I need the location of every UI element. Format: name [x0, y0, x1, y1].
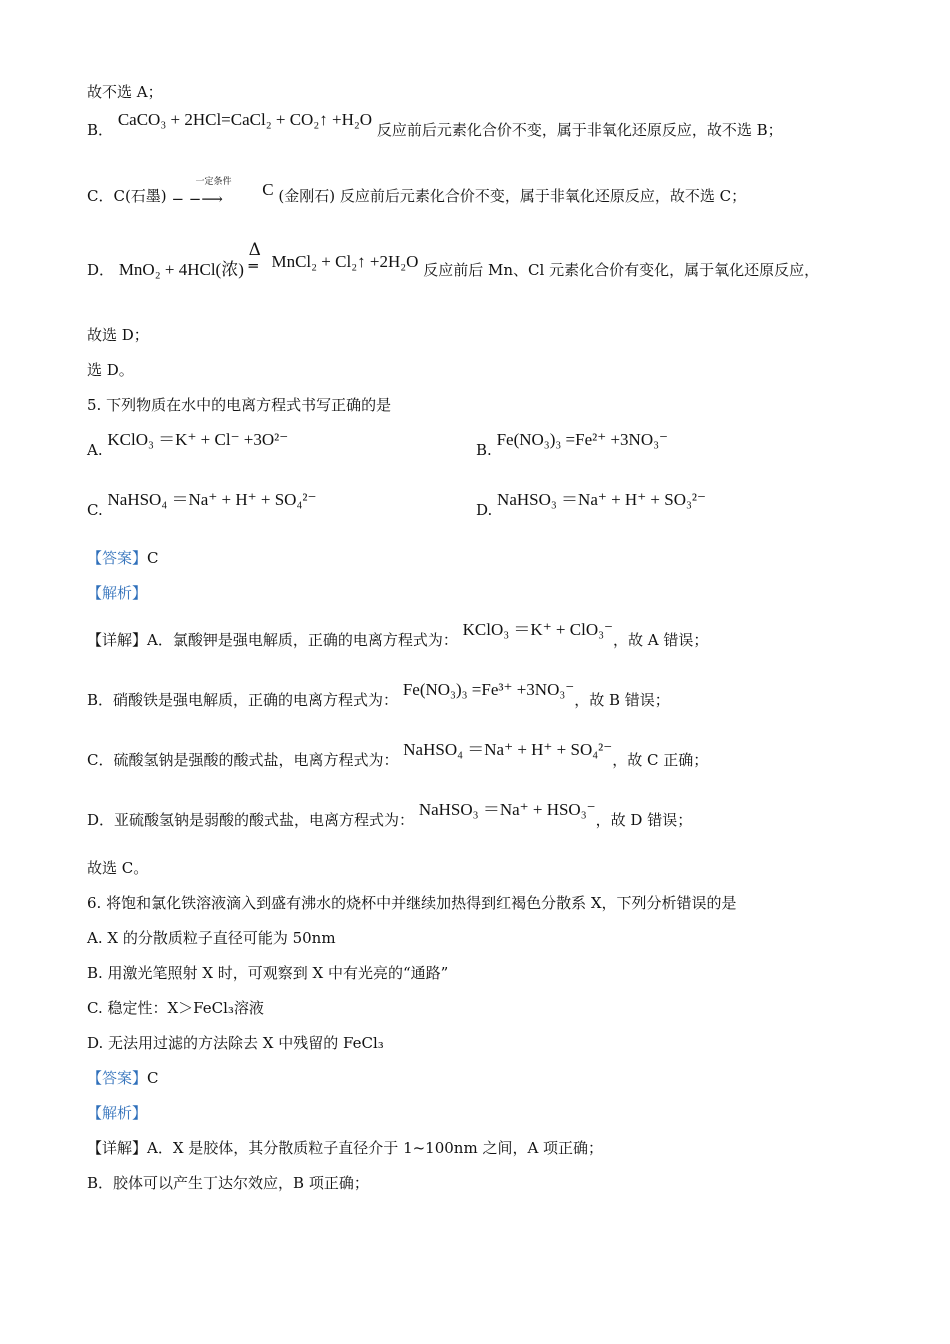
option-b-equation: CaCO₃ + 2HCl=CaCl₂ + CO₂↑ +H₂O — [117, 110, 373, 129]
option-b-label: B． — [87, 121, 114, 139]
detail-d-text: D．亚硫酸氢钠是弱酸的酸式盐，电离方程式为： — [87, 811, 415, 829]
detail-d-formula: NaHSO₃ ＝Na⁺ + HSO₃⁻ — [418, 800, 596, 819]
q5-detail-c — [87, 740, 709, 770]
answer-value: C — [147, 1069, 159, 1087]
detail-b-text: B．硝酸铁是强电解质，正确的电离方程式为： — [87, 691, 399, 709]
condition-arrow — [171, 177, 257, 208]
q6-answer — [87, 1068, 159, 1088]
option-c-explanation — [87, 177, 747, 208]
option-b-text: 反应前后元素化合价不变，属于非氧化还原反应，故不选 B； — [376, 121, 783, 139]
q5-option-b-formula: Fe(NO₃)₃ =Fe²⁺ +3NO₃⁻ — [496, 430, 669, 449]
detail-c-formula: NaHSO₄ ＝Na⁺ + H⁺ + SO₄²⁻ — [403, 740, 613, 759]
delta-symbol: Δ — [248, 240, 261, 260]
answer-tag: 【答案】 — [87, 1069, 148, 1087]
q5-analysis-tag: 【解析】 — [87, 584, 148, 602]
q6-option-d: D. 无法用过滤的方法除去 X 中残留的 FeCl₃ — [87, 1034, 384, 1052]
option-d-label: D． — [87, 261, 115, 279]
detail-b-end: ，故 B 错误； — [574, 691, 670, 709]
detail-tag: 【详解】 — [87, 1139, 148, 1157]
q6-option-a: A. X 的分散质粒子直径可能为 50nm — [87, 929, 336, 947]
line-not-select-a: 故不选 A； — [87, 83, 163, 101]
detail-c-end: ，故 C 正确； — [612, 751, 709, 769]
detail-tag: 【详解】 — [87, 631, 148, 649]
q5-option-c-label: C. — [87, 501, 103, 519]
q5-option-c — [87, 490, 317, 520]
option-d-explanation — [87, 240, 820, 280]
q5-answer — [87, 548, 159, 568]
condition-label: 一定条件 — [195, 177, 232, 187]
q5-option-a-label: A. — [87, 441, 103, 459]
q5-option-d-formula: NaHSO₃ ＝Na⁺ + H⁺ + SO₃²⁻ — [497, 490, 707, 509]
line-select-d: 故选 D； — [87, 326, 149, 344]
line-choose-d: 选 D。 — [87, 361, 134, 379]
heat-condition — [248, 240, 267, 280]
q5-detail-a — [87, 620, 709, 650]
detail-a-text: A．氯酸钾是强电解质，正确的电离方程式为： — [147, 631, 458, 649]
question-6: 6. 将饱和氯化铁溶液滴入到盛有沸水的烧杯中并继续加热得到红褐色分散系 X，下列分析错误的是 — [87, 894, 737, 912]
arrow-line: − −⟶ — [171, 190, 223, 208]
q5-option-c-formula: NaHSO₄ ＝Na⁺ + H⁺ + SO₄²⁻ — [107, 490, 317, 509]
q6-detail-a — [87, 1138, 603, 1158]
q5-option-a — [87, 430, 289, 460]
detail-c-text: C．硫酸氢钠是强酸的酸式盐，电离方程式为： — [87, 751, 399, 769]
equal-sign: ═ — [248, 257, 258, 275]
option-d-text: 反应前后 Mn、Cl 元素化合价有变化，属于氧化还原反应， — [423, 261, 820, 279]
option-c-text: (金刚石) 反应前后元素化合价不变，属于非氧化还原反应，故不选 C； — [278, 187, 747, 205]
q6-detail-b: B．胶体可以产生丁达尔效应，B 项正确； — [87, 1174, 369, 1192]
option-b-explanation — [87, 110, 783, 140]
product-c: C — [262, 180, 274, 199]
q5-detail-d — [87, 800, 693, 830]
q5-option-d — [476, 490, 707, 520]
q5-detail-b — [87, 680, 670, 710]
option-c-label: C．C(石墨) — [87, 187, 167, 205]
q5-conclusion: 故选 C。 — [87, 859, 149, 877]
detail-d-end: ，故 D 错误； — [595, 811, 693, 829]
detail-a-formula: KClO₃ ＝K⁺ + ClO₃⁻ — [462, 620, 614, 639]
q5-option-d-label: D. — [476, 501, 493, 519]
q5-option-a-formula: KClO₃ ＝K⁺ + Cl⁻ +3O²⁻ — [107, 430, 289, 449]
option-d-products: MnCl₂ + Cl₂↑ +2H₂O — [271, 252, 419, 271]
q5-option-b-label: B. — [476, 441, 492, 459]
question-5: 5. 下列物质在水中的电离方程式书写正确的是 — [87, 396, 392, 414]
answer-tag: 【答案】 — [87, 549, 148, 567]
detail-a-text: A．X 是胶体，其分散质粒子直径介于 1~100nm 之间，A 项正确； — [147, 1139, 604, 1157]
detail-b-formula: Fe(NO₃)₃ =Fe³⁺ +3NO₃⁻ — [402, 680, 575, 699]
q6-analysis-tag: 【解析】 — [87, 1104, 148, 1122]
q5-option-b — [476, 430, 669, 460]
option-d-reactants: MnO₂ + 4HCl(浓) — [118, 260, 244, 279]
detail-a-end: ，故 A 错误； — [613, 631, 709, 649]
q6-option-b: B. 用激光笔照射 X 时，可观察到 X 中有光亮的“通路” — [87, 964, 449, 982]
q6-option-c: C. 稳定性：X＞FeCl₃溶液 — [87, 999, 264, 1017]
answer-value: C — [147, 549, 159, 567]
